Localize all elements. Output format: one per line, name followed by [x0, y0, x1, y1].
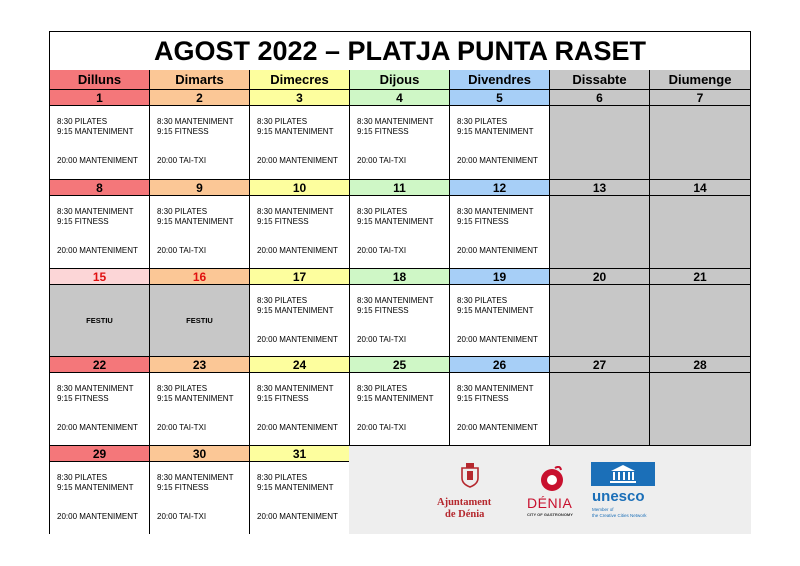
class-entry: 8:30 MANTENIMENT	[157, 117, 234, 126]
day-number: 6	[550, 90, 650, 106]
class-entry: 20:00 MANTENIMENT	[457, 423, 538, 432]
unesco-temple-icon	[591, 462, 655, 486]
class-entry: 20:00 TAI-TXI	[357, 335, 407, 344]
class-entry: 9:15 MANTENIMENT	[157, 217, 234, 226]
class-entry: 20:00 TAI-TXI	[157, 423, 207, 432]
class-entry: 8:30 MANTENIMENT	[357, 296, 434, 305]
class-entry: 20:00 MANTENIMENT	[57, 512, 138, 521]
class-entry: 20:00 MANTENIMENT	[257, 156, 338, 165]
day-header-wednesday: Dimecres	[250, 70, 350, 90]
class-entry: 20:00 MANTENIMENT	[257, 335, 338, 344]
day-number: 12	[450, 180, 550, 196]
class-entry: 8:30 MANTENIMENT	[57, 384, 134, 393]
class-entry: 9:15 FITNESS	[157, 127, 209, 136]
schedule-cell	[350, 196, 450, 269]
day-number: 28	[650, 357, 750, 373]
class-entry: 9:15 MANTENIMENT	[57, 127, 134, 136]
class-entry: 20:00 MANTENIMENT	[257, 512, 338, 521]
schedule-cell	[150, 462, 250, 534]
schedule-cell	[450, 285, 550, 357]
ajuntament-crest-icon	[459, 462, 481, 488]
class-entry: 20:00 MANTENIMENT	[457, 156, 538, 165]
class-entry: 20:00 MANTENIMENT	[457, 246, 538, 255]
class-entry: 8:30 PILATES	[157, 207, 208, 216]
day-number: 22	[50, 357, 150, 373]
class-entry: 8:30 MANTENIMENT	[157, 473, 234, 482]
schedule-cell	[450, 106, 550, 180]
class-entry: 9:15 FITNESS	[157, 483, 209, 492]
class-entry: 9:15 MANTENIMENT	[457, 306, 534, 315]
class-entry: 20:00 TAI-TXI	[157, 246, 207, 255]
denia-logo-icon	[540, 466, 564, 492]
empty-weekend-cell	[550, 373, 650, 446]
day-number: 8	[50, 180, 150, 196]
class-entry: 20:00 MANTENIMENT	[257, 246, 338, 255]
day-header-saturday: Dissabte	[550, 70, 650, 90]
class-entry: 8:30 PILATES	[57, 473, 108, 482]
schedule-cell	[350, 285, 450, 357]
schedule-cell	[450, 196, 550, 269]
schedule-cell	[150, 196, 250, 269]
schedule-cell	[50, 373, 150, 446]
denia-logo-subtitle: CITY OF GASTRONOMY	[527, 512, 573, 517]
schedule-cell	[250, 106, 350, 180]
class-entry: 9:15 MANTENIMENT	[257, 306, 334, 315]
schedule-cell	[150, 373, 250, 446]
schedule-cell	[50, 106, 150, 180]
day-number: 5	[450, 90, 550, 106]
class-entry: 9:15 FITNESS	[357, 127, 409, 136]
day-number-holiday: 15	[50, 269, 150, 285]
class-entry: 8:30 PILATES	[157, 384, 208, 393]
schedule-cell	[350, 373, 450, 446]
empty-weekend-cell	[650, 373, 750, 446]
day-number: 23	[150, 357, 250, 373]
day-number: 17	[250, 269, 350, 285]
empty-weekend-cell	[550, 106, 650, 180]
empty-weekend-cell	[650, 285, 750, 357]
empty-weekend-cell	[550, 285, 650, 357]
day-number: 3	[250, 90, 350, 106]
sponsor-logos	[349, 446, 751, 534]
class-entry: 8:30 PILATES	[257, 117, 308, 126]
schedule-cell	[350, 106, 450, 180]
schedule-cell	[450, 373, 550, 446]
class-entry: 8:30 PILATES	[357, 384, 408, 393]
denia-logo-text: DÉNIA	[527, 495, 573, 511]
schedule-cell	[50, 196, 150, 269]
day-number: 1	[50, 90, 150, 106]
day-number: 26	[450, 357, 550, 373]
day-number: 10	[250, 180, 350, 196]
day-number: 18	[350, 269, 450, 285]
day-number: 2	[150, 90, 250, 106]
day-number: 31	[250, 446, 350, 462]
class-entry: 9:15 MANTENIMENT	[457, 127, 534, 136]
class-entry: 8:30 PILATES	[257, 473, 308, 482]
class-entry: 20:00 MANTENIMENT	[457, 335, 538, 344]
day-number: 24	[250, 357, 350, 373]
class-entry: 8:30 PILATES	[457, 117, 508, 126]
class-entry: 9:15 MANTENIMENT	[57, 483, 134, 492]
day-number: 19	[450, 269, 550, 285]
day-number: 14	[650, 180, 750, 196]
class-entry: 8:30 MANTENIMENT	[357, 117, 434, 126]
class-entry: 20:00 TAI-TXI	[357, 246, 407, 255]
class-entry: 9:15 MANTENIMENT	[257, 483, 334, 492]
schedule-cell	[250, 373, 350, 446]
class-entry: 20:00 TAI-TXI	[157, 156, 207, 165]
day-header-sunday: Diumenge	[650, 70, 750, 90]
day-number: 4	[350, 90, 450, 106]
schedule-cell	[250, 462, 350, 534]
empty-weekend-cell	[550, 196, 650, 269]
class-entry: 8:30 PILATES	[457, 296, 508, 305]
class-entry: 9:15 FITNESS	[57, 217, 109, 226]
day-header-monday: Dilluns	[50, 70, 150, 90]
ajuntament-logo-line1: Ajuntament	[437, 497, 492, 508]
class-entry: 8:30 PILATES	[57, 117, 108, 126]
day-number: 7	[650, 90, 750, 106]
unesco-logo-subtitle-1: Member of	[592, 507, 614, 512]
class-entry: 9:15 FITNESS	[357, 306, 409, 315]
day-header-thursday: Dijous	[350, 70, 450, 90]
day-number: 25	[350, 357, 450, 373]
class-entry: 9:15 MANTENIMENT	[257, 127, 334, 136]
class-entry: 9:15 MANTENIMENT	[357, 217, 434, 226]
class-entry: 9:15 FITNESS	[257, 217, 309, 226]
empty-weekend-cell	[650, 196, 750, 269]
unesco-logo-text: unesco	[592, 488, 645, 505]
class-entry: 20:00 MANTENIMENT	[57, 423, 138, 432]
day-header-tuesday: Dimarts	[150, 70, 250, 90]
class-entry: 8:30 MANTENIMENT	[457, 384, 534, 393]
day-number: 13	[550, 180, 650, 196]
day-number: 9	[150, 180, 250, 196]
day-number-holiday: 16	[150, 269, 250, 285]
class-entry: 8:30 MANTENIMENT	[257, 384, 334, 393]
class-entry: 8:30 MANTENIMENT	[57, 207, 134, 216]
class-entry: 9:15 FITNESS	[457, 217, 509, 226]
class-entry: 9:15 MANTENIMENT	[157, 394, 234, 403]
day-number: 29	[50, 446, 150, 462]
schedule-cell	[250, 285, 350, 357]
class-entry: 8:30 PILATES	[257, 296, 308, 305]
class-entry: 9:15 FITNESS	[57, 394, 109, 403]
day-number: 30	[150, 446, 250, 462]
class-entry: 9:15 FITNESS	[257, 394, 309, 403]
holiday-cell: FESTIU	[150, 285, 250, 357]
class-entry: 20:00 TAI-TXI	[157, 512, 207, 521]
day-header-friday: Divendres	[450, 70, 550, 90]
day-number: 21	[650, 269, 750, 285]
class-entry: 8:30 MANTENIMENT	[257, 207, 334, 216]
day-number: 20	[550, 269, 650, 285]
schedule-cell	[50, 462, 150, 534]
class-entry: 20:00 MANTENIMENT	[57, 246, 138, 255]
holiday-cell: FESTIU	[50, 285, 150, 357]
page-title: AGOST 2022 – PLATJA PUNTA RASET	[50, 32, 750, 71]
class-entry: 20:00 TAI-TXI	[357, 423, 407, 432]
empty-weekend-cell	[650, 106, 750, 180]
class-entry: 8:30 PILATES	[357, 207, 408, 216]
unesco-logo-subtitle-2: the Creative Cities Network	[592, 513, 647, 518]
schedule-cell	[250, 196, 350, 269]
ajuntament-logo-line2: de Dénia	[445, 509, 485, 520]
day-number: 11	[350, 180, 450, 196]
schedule-cell	[150, 106, 250, 180]
class-entry: 20:00 MANTENIMENT	[257, 423, 338, 432]
class-entry: 20:00 TAI-TXI	[357, 156, 407, 165]
class-entry: 20:00 MANTENIMENT	[57, 156, 138, 165]
class-entry: 8:30 MANTENIMENT	[457, 207, 534, 216]
class-entry: 9:15 MANTENIMENT	[357, 394, 434, 403]
class-entry: 9:15 FITNESS	[457, 394, 509, 403]
day-number: 27	[550, 357, 650, 373]
calendar	[49, 31, 751, 534]
